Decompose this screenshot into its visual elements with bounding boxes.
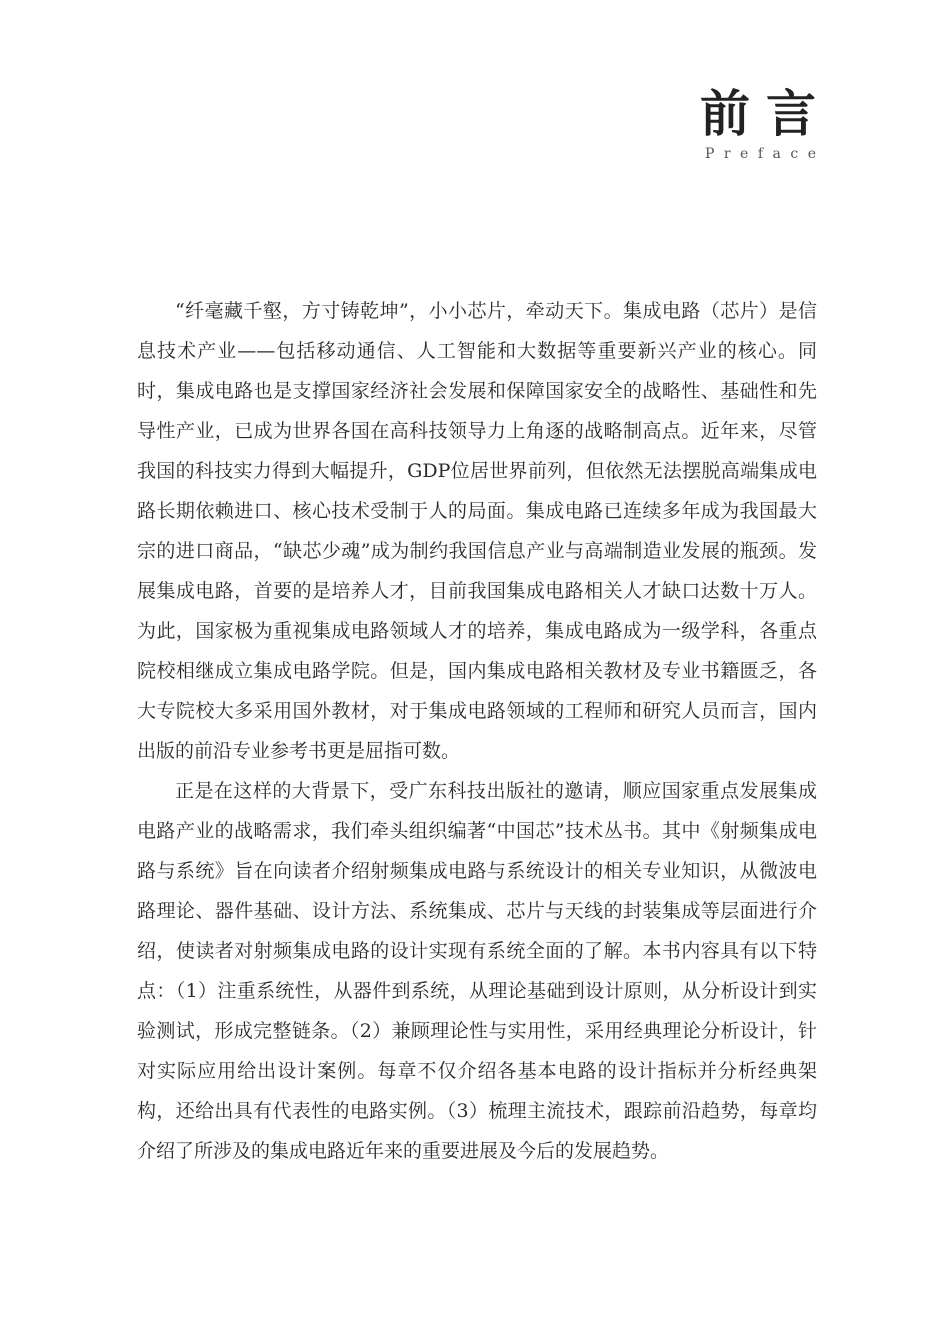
paragraph-2: 正是在这样的大背景下，受广东科技出版社的邀请，顺应国家重点发展集成电路产业的战略需求，我们牵头组织编著“中国芯”技术丛书。其中《射频集成电路与系统》旨在向读者介绍射频集成电路与系统设计的相关专业知识，从微波电路理论、器件基础、设计方法、系统集成、芯片与天线的封装集成等层面进行介绍，使读者对射频集成电路的设计实现有系统全面的了解。本书内容具有以下特点：（1）注重系统性，从器件到系统，从理论基础到设计原则，从分析设计到实验测试，形成完整链条。（2）兼顾理论性与实用性，采用经典理论分析设计，针对实际应用给出设计案例。每章不仅介绍各基本电路的设计指标并分析经典架构，还给出具有代表性的电路实例。（3）梳理主流技术，跟踪前沿趋势，每章均介绍了所涉及的集成电路近年来的重要进展及今后的发展趋势。 (137, 780, 817, 1162)
paragraph-1: “纤毫藏千壑，方寸铸乾坤”，小小芯片，牵动天下。集成电路（芯片）是信息技术产业——包括移动通信、人工智能和大数据等重要新兴产业的核心。同时，集成电路也是支撑国家经济社会发展和保障国家安全的战略性、基础性和先导性产业，已成为世界各国在高科技领导力上角逐的战略制高点。近年来，尽管我国的科技实力得到大幅提升，GDP位居世界前列，但依然无法摆脱高端集成电路长期依赖进口、核心技术受制于人的局面。集成电路已连续多年成为我国最大宗的进口商品，“缺芯少魂”成为制约我国信息产业与高端制造业发展的瓶颈。发展集成电路，首要的是培养人才，目前我国集成电路相关人才缺口达数十万人。为此，国家极为重视集成电路领域人才的培养，集成电路成为一级学科，各重点院校相继成立集成电路学院。但是，国内集成电路相关教材及专业书籍匮乏，各大专院校大多采用国外教材，对于集成电路领域的工程师和研究人员而言，国内出版的前沿专业参考书更是屈指可数。 (137, 300, 817, 762)
preface-heading (700, 84, 832, 162)
page-subtitle: Preface (704, 146, 826, 162)
page-title: 前言 (700, 84, 832, 143)
preface-body (137, 291, 817, 1171)
